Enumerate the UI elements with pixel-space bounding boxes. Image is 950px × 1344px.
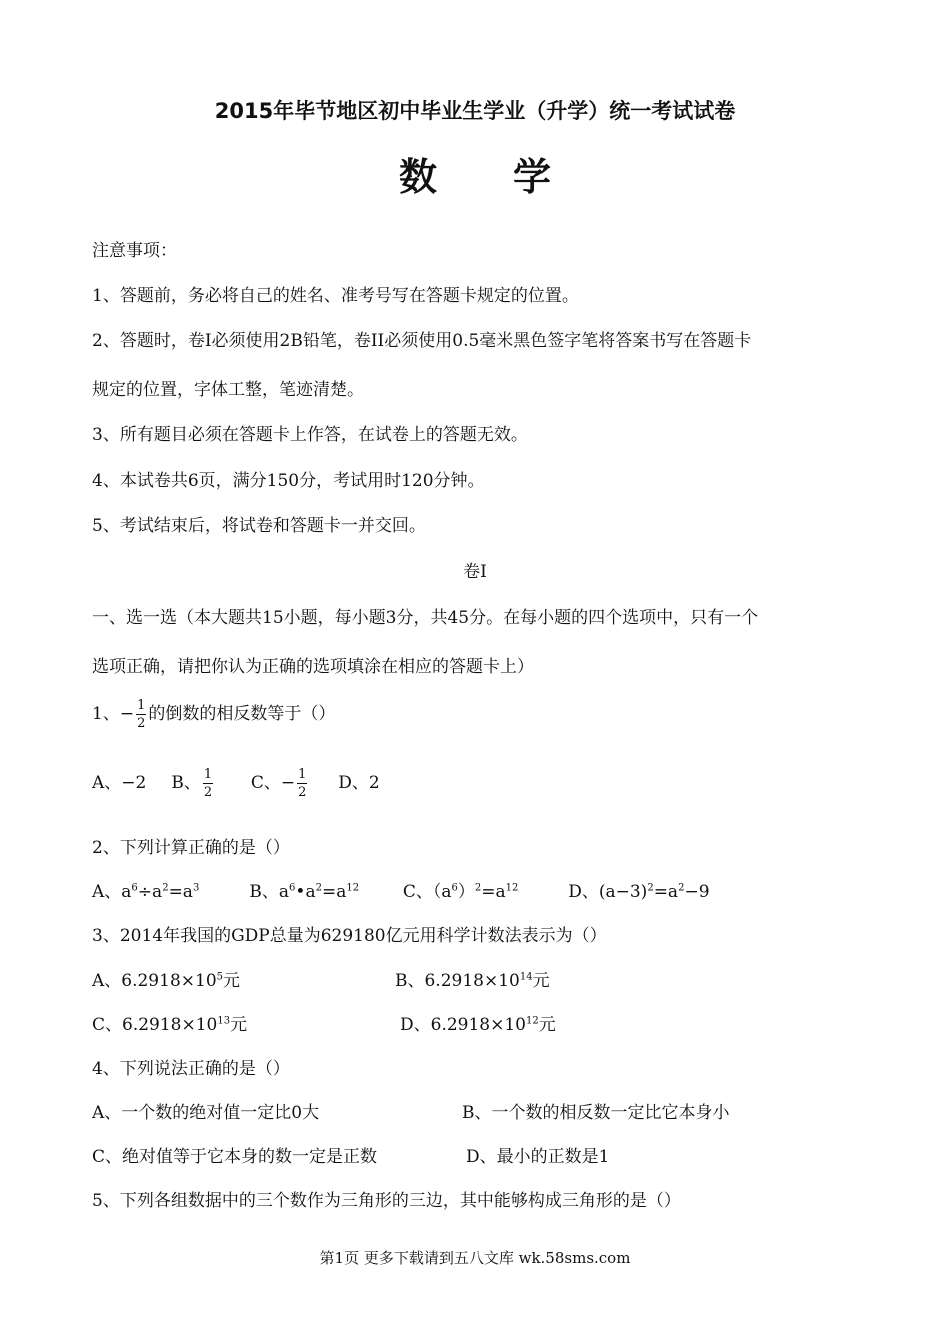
q1-option-b-fraction <box>203 766 213 801</box>
question-4-stem: 4、下列说法正确的是（） <box>92 1059 290 1079</box>
note-item-1: 1、答题前，务必将自己的姓名、准考号写在答题卡规定的位置。 <box>92 286 579 306</box>
q3-option-b: B、$6.2918\times 10^{14}$元 <box>395 971 550 991</box>
q1-option-a: A、−2 <box>92 773 147 793</box>
notes-heading: 注意事项： <box>92 241 177 261</box>
page-footer: 第1页 更多下载请到五八文库 wk.58sms.com <box>319 1249 631 1267</box>
question-3-stem: 3、2014年我国的GDP总量为629180亿元用科学计数法表示为（） <box>92 926 607 946</box>
section-intro-2: 选项正确，请把你认为正确的选项填涂在相应的答题卡上） <box>92 657 534 677</box>
q2-options <box>92 877 710 902</box>
note-item-3: 3、所有题目必须在答题卡上作答，在试卷上的答题无效。 <box>92 425 528 445</box>
subject-char-2: 学 <box>513 155 552 199</box>
q1-option-b-num: 1 <box>203 767 213 782</box>
subject-char-1: 数 <box>398 155 437 199</box>
q4-option-c: C、绝对值等于它本身的数一定是正数 <box>92 1147 378 1167</box>
q1-option-c-den: 2 <box>298 785 307 800</box>
q3-option-a: A、$6.2918\times 10^5$元 <box>92 971 241 991</box>
q3-option-c: C、$6.2918\times 10^{13}$元 <box>92 1015 248 1035</box>
subject-title <box>0 146 950 201</box>
q4-option-b: B、一个数的相反数一定比它本身小 <box>462 1103 730 1123</box>
q4-option-d: D、最小的正数是1 <box>466 1147 610 1167</box>
note-item-5: 5、考试结束后，将试卷和答题卡一并交回。 <box>92 516 426 536</box>
q1-option-b-den: 2 <box>203 785 213 800</box>
q3-option-d: D、$6.2918\times 10^{12}$元 <box>400 1015 556 1035</box>
q1-option-b <box>171 766 245 801</box>
section-intro-1: 一、选一选（本大题共15小题，每小题3分，共45分。在每小题的四个选项中，只有一个 <box>92 608 759 628</box>
q1-options <box>92 766 380 801</box>
q2-option-c: C、$(a^6)^2=a^{12}$ <box>402 882 519 902</box>
q1-minus: − <box>119 704 135 724</box>
question-5-stem: 5、下列各组数据中的三个数作为三角形的三边，其中能够构成三角形的是（） <box>92 1191 681 1211</box>
question-2-stem: 2、下列计算正确的是（） <box>92 838 290 858</box>
note-item-2: 2、答题时，卷I必须使用2B铅笔，卷II必须使用0.5毫米黑色签字笔将答案书写在答题卡 <box>92 331 752 351</box>
note-item-4: 4、本试卷共6页，满分150分，考试用时120分钟。 <box>92 471 485 491</box>
q1-option-c <box>251 766 333 801</box>
q1-prefix: 1、 <box>92 704 120 724</box>
question-1 <box>92 697 335 732</box>
exam-title: 2015年毕节地区初中毕业生学业（升学）统一考试试卷 <box>214 99 736 123</box>
q1-option-c-fraction <box>297 766 307 801</box>
q1-fraction-den: 2 <box>137 716 146 731</box>
q1-fraction-num: 1 <box>137 698 146 713</box>
q2-option-a: A、$a^6\div a^2=a^3$ <box>92 882 200 902</box>
q1-option-c-label: C、− <box>250 773 296 793</box>
section-label: 卷I <box>463 562 487 582</box>
q4-option-a: A、一个数的绝对值一定比0大 <box>92 1103 320 1123</box>
q1-option-d: D、2 <box>338 773 380 793</box>
note-item-2-cont: 规定的位置，字体工整，笔迹清楚。 <box>92 380 364 400</box>
q1-option-c-num: 1 <box>298 767 307 782</box>
q2-option-b: B、$a^6•a^2=a^{12}$ <box>249 882 360 902</box>
q2-option-d: D、$(a-3)^2=a^2-9$ <box>568 882 710 902</box>
q1-suffix: 的倒数的相反数等于（） <box>148 704 336 724</box>
q1-option-b-label: B、 <box>171 773 201 793</box>
q1-fraction <box>136 697 146 732</box>
